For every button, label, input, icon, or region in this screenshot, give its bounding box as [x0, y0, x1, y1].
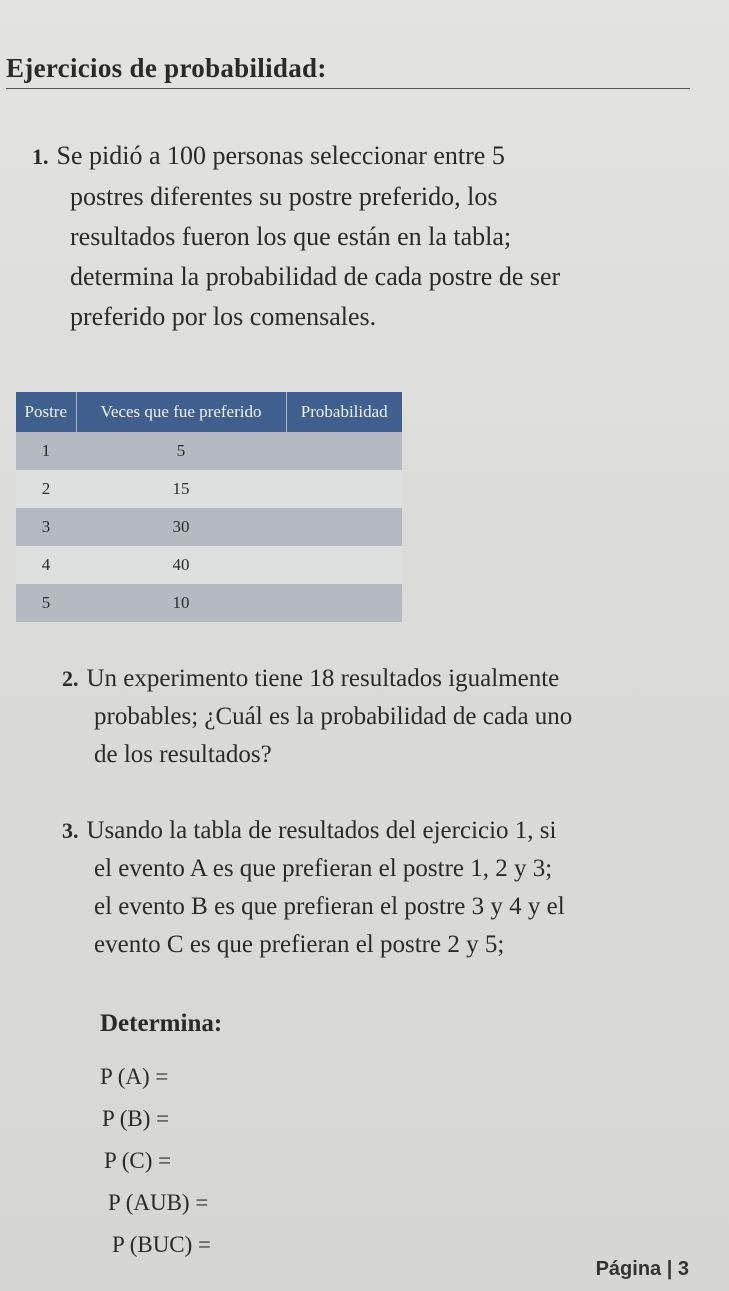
exercise-1 [32, 136, 692, 337]
formula-pb: P (B) = [102, 1106, 170, 1131]
cell-postre: 4 [16, 546, 76, 584]
exercise-1-number: 1. [32, 144, 49, 169]
page-title: Ejercicios de probabilidad: [6, 52, 690, 89]
cell-veces: 5 [76, 432, 286, 470]
formula-list [100, 1056, 211, 1266]
exercise-1-line-4: determina la probabilidad de cada postre de ser [70, 262, 561, 291]
cell-veces: 30 [76, 508, 286, 546]
cell-probabilidad [286, 508, 402, 546]
table-row [16, 508, 402, 546]
cell-probabilidad [286, 584, 402, 622]
exercise-2-line-1: Un experimento tiene 18 resultados igualmente [86, 665, 560, 692]
dessert-table [16, 392, 402, 622]
table-row [16, 546, 402, 584]
formula-pc: P (C) = [104, 1148, 172, 1173]
exercise-3-line-4: evento C es que prefieran el postre 2 y 5; [94, 931, 505, 958]
exercise-3-number: 3. [62, 818, 79, 843]
cell-postre: 5 [16, 584, 76, 622]
exercise-2-line-2: probables; ¿Cuál es la probabilidad de cada uno [94, 703, 573, 730]
formula-paub: P (AUB) = [108, 1190, 209, 1215]
cell-veces: 15 [76, 470, 286, 508]
exercise-2-number: 2. [62, 666, 79, 691]
table-row [16, 584, 402, 622]
cell-postre: 2 [16, 470, 76, 508]
cell-postre: 1 [16, 432, 76, 470]
exercise-3-line-3: el evento B es que prefieran el postre 3 y 4 y el [94, 893, 565, 920]
exercise-1-line-1: Se pidió a 100 personas seleccionar entre 5 [56, 141, 505, 170]
exercise-3 [62, 812, 712, 964]
exercise-3-line-2: el evento A es que prefieran el postre 1, 2 y 3; [94, 855, 553, 882]
formula-pa: P (A) = [100, 1064, 169, 1089]
exercise-2-line-3: de los resultados? [94, 741, 272, 768]
header-postre: Postre [16, 392, 76, 432]
formula-pbuc: P (BUC) = [112, 1232, 212, 1257]
cell-veces: 10 [76, 584, 286, 622]
exercise-1-line-3: resultados fueron los que están en la tabla; [70, 222, 512, 251]
cell-veces: 40 [76, 546, 286, 584]
cell-probabilidad [286, 470, 402, 508]
determina-heading: Determina: [100, 1010, 223, 1037]
table-header-row [16, 392, 402, 432]
page-number: Página | 3 [595, 1258, 689, 1280]
cell-probabilidad [286, 432, 402, 470]
header-probabilidad: Probabilidad [286, 392, 402, 432]
table-row [16, 470, 402, 508]
header-veces: Veces que fue preferido [76, 392, 286, 432]
table-row [16, 432, 402, 470]
cell-postre: 3 [16, 508, 76, 546]
cell-probabilidad [286, 546, 402, 584]
exercise-3-line-1: Usando la tabla de resultados del ejercicio 1, si [86, 817, 557, 844]
exercise-1-line-5: preferido por los comensales. [70, 302, 377, 331]
exercise-1-line-2: postres diferentes su postre preferido, los [70, 182, 498, 211]
exercise-2 [62, 660, 702, 774]
